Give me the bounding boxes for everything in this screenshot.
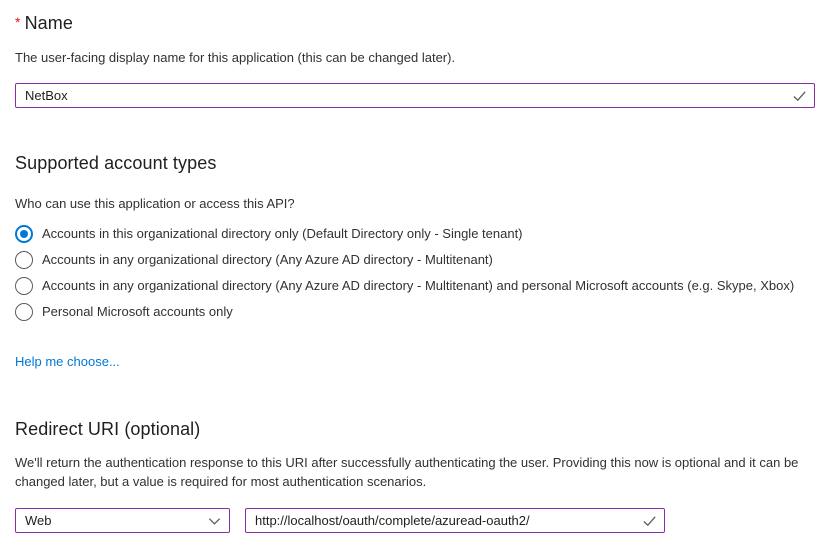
platform-select[interactable] — [15, 508, 230, 533]
account-types-question: Who can use this application or access this API? — [15, 196, 295, 211]
name-description: The user-facing display name for this application (this can be changed later). — [15, 50, 456, 65]
radio-button[interactable] — [15, 251, 33, 269]
redirect-uri-input-wrap — [245, 508, 665, 533]
account-type-option-label: Accounts in any organizational directory (Any Azure AD directory - Multitenant) and personal Microsoft accounts (e.g. Skype, Xbox) — [42, 278, 795, 293]
supported-account-types-title: Supported account types — [15, 153, 217, 173]
supported-account-types-section — [15, 152, 815, 369]
account-type-option[interactable] — [15, 277, 815, 295]
radio-button[interactable] — [15, 277, 33, 295]
platform-select-wrap — [15, 508, 230, 533]
redirect-uri-description: We'll return the authentication response to this URI after successfully authenticating the user. Providing this now is optional and it can be changed later, but a value is required for most authentication scenarios. — [15, 455, 799, 489]
name-section-title — [15, 11, 815, 34]
account-type-options — [15, 225, 815, 321]
account-type-option[interactable] — [15, 251, 815, 269]
radio-button-selected[interactable] — [15, 225, 33, 243]
redirect-uri-input[interactable] — [245, 508, 665, 533]
account-type-option-label: Accounts in any organizational directory (Any Azure AD directory - Multitenant) — [42, 252, 493, 267]
account-type-option[interactable] — [15, 225, 815, 243]
radio-button[interactable] — [15, 303, 33, 321]
account-type-option-label: Accounts in this organizational directory only (Default Directory only - Single tenant) — [42, 226, 523, 241]
required-asterisk: * — [15, 14, 21, 30]
account-type-option-label: Personal Microsoft accounts only — [42, 304, 233, 319]
name-section — [15, 11, 815, 108]
name-input-wrap — [15, 83, 815, 108]
redirect-uri-controls — [15, 508, 815, 533]
help-me-choose-link[interactable]: Help me choose... — [15, 354, 120, 369]
account-type-option[interactable] — [15, 303, 815, 321]
platform-selected-value: Web — [25, 513, 52, 528]
redirect-uri-title: Redirect URI (optional) — [15, 419, 201, 439]
name-input[interactable] — [15, 83, 815, 108]
name-label: Name — [24, 13, 73, 33]
